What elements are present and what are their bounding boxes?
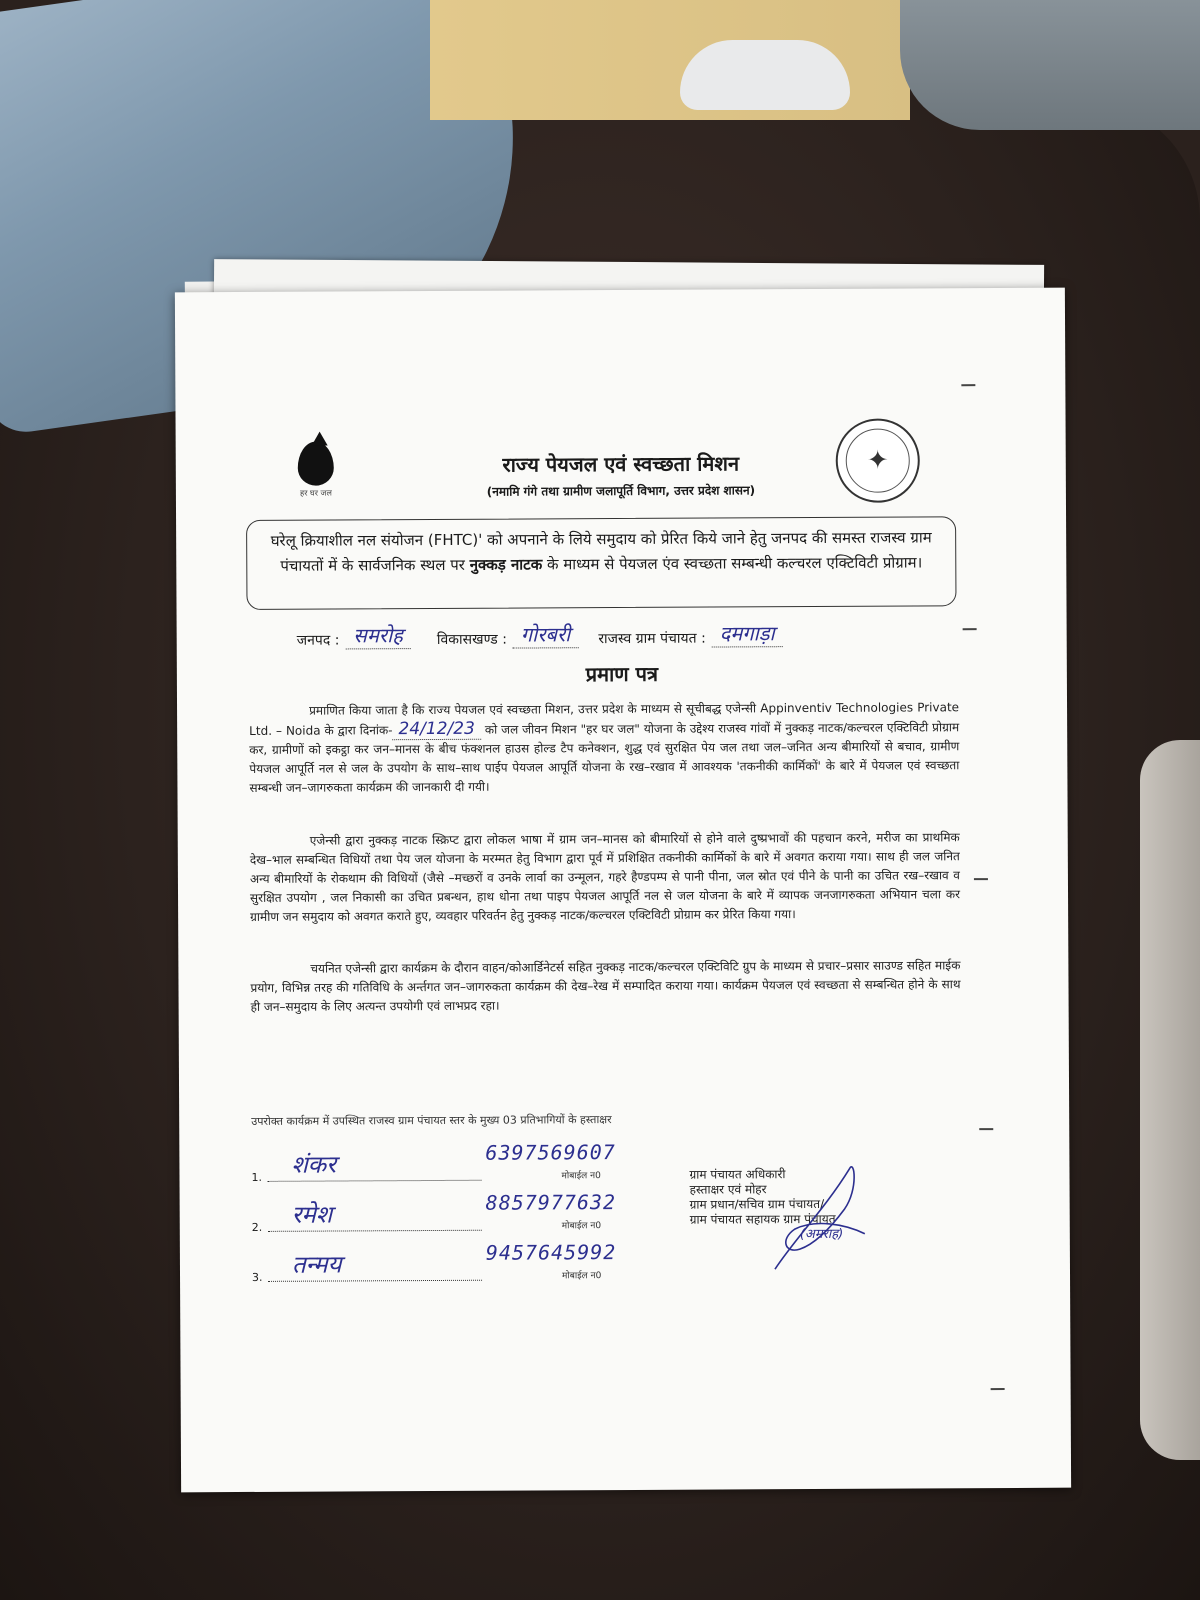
paragraph-1-end: को जल जीवन मिशन "हर घर जल" योजना के उद्देश्य राजस्व गांवों में नुक्कड़ नाटक/कल्चरल एक्टिविटी प्रोग्राम कर, ग्रामीणों को इकट्ठा कर जन–मानस के बीच फंक्शनल हाउस होल्ड टैप कनेक्शन, शुद्ध एवं सुरक्षित पेय जल तथा जल–जनित अन्य बीमारियों से बचाव, ग्रामीण पेयजल आपूर्ति नल से जल के उपयोग के साथ–साथ पाईप पेयजल आपूर्ति योजना के रख–रखाव में आवश्यक 'तकनीकी कार्मिकों' के बारे में पेयजल एवं स्वच्छता सम्बन्धी जन–जागरुकता कार्यक्रम की जानकारी दी गयी। (249, 720, 960, 795)
edge-mark (963, 628, 977, 630)
program-text-end: के माध्यम से पेयजल एंव स्वच्छता सम्बन्धी कल्चरल एक्टिविटी प्रोग्राम। (542, 553, 923, 574)
participant-index: 3. (251, 1270, 263, 1284)
participant-mobile: 8857977632 (485, 1190, 617, 1215)
edge-mark (991, 1388, 1005, 1390)
edge-mark (974, 878, 988, 880)
stamp-line-1: ग्राम पंचायत अधिकारी (689, 1167, 786, 1182)
cloth-right-background (1140, 740, 1200, 1460)
program-text-bold: नुक्कड़ नाटक (469, 555, 543, 574)
mobile-label: मोबाईल न0 (561, 1271, 602, 1282)
program-date: 24/12/23 (392, 719, 480, 740)
stamp-line-4: ग्राम पंचायत सहायक ग्राम पंचायत (689, 1211, 836, 1227)
jeans-right-background (900, 0, 1200, 130)
left-logo-caption: हर घर जल (299, 488, 332, 498)
program-description-box (246, 516, 956, 610)
participant-name: तन्मय (268, 1247, 482, 1282)
mobile-label: मोबाईल न0 (561, 1221, 602, 1232)
district-value: समरोह (345, 621, 411, 649)
uttar-pradesh-seal-icon (836, 418, 920, 502)
participant-name: रमेश (268, 1197, 482, 1232)
participants-heading: उपरोक्त कार्यक्रम में उपस्थित राजस्व ग्राम पंचायत स्तर के मुख्य 03 प्रतिभागियों के हस्ताक्षर (251, 1113, 612, 1128)
paragraph-3: चयनित एजेन्सी द्वारा कार्यक्रम के दौरान वाहन/कोआर्डिनेटर्स सहित नुक्कड़ नाटक/कल्चरल एक्टिविटि ग्रुप के माध्यम से प्रचार–प्रसार साउण्ड सहित माईक प्रयोग, विभिन्न तरह की गतिविधि के अर्न्तगत जन–जागरुकता कार्यक्रम की देख–रेख में सम्पादित कराया गया। कार्यक्रम पेयजल एवं स्वच्छता से सम्बन्धित होने के साथ ही जन–समुदाय के लिए अत्यन्त उपयोगी एवं लाभप्रद रहा। (250, 958, 961, 1014)
block-value: गोरबरी (513, 620, 579, 648)
shoe-background (680, 40, 850, 110)
district-label: जनपद : (296, 632, 340, 649)
panchayat-label: राजस्व ग्राम पंचायत : (598, 630, 706, 648)
certificate-title: प्रमाण पत्र (585, 661, 659, 687)
program-text-start: घरेलू क्रियाशील नल संयोजन (FHTC)' को अपनाने के लिये समुदाय को प्रेरित किये जाने हेतु जनपद की समस्त राजस्व ग्राम पंचायतों में के सार्वजनिक स्थल पर (270, 528, 932, 575)
panchayat-value: दमगाड़ा (712, 619, 783, 647)
participant-name: शंकर (267, 1147, 481, 1182)
location-info-line (297, 618, 997, 650)
paragraph-1 (249, 698, 959, 798)
stamp-line-5: (अमराह) (799, 1226, 844, 1243)
stamp-line-3: ग्राम प्रधान/सचिव ग्राम पंचायत/ (689, 1196, 825, 1212)
block-label: विकासखण्ड : (436, 631, 507, 648)
participant-mobile: 6397569607 (485, 1140, 616, 1165)
mission-subtitle: (नमामि गंगे तथा ग्रामीण जलापूर्ति विभाग, उत्तर प्रदेश शासन) (486, 483, 756, 499)
participant-mobile: 9457645992 (485, 1240, 617, 1265)
edge-mark (979, 1128, 993, 1130)
participant-index: 2. (251, 1220, 263, 1234)
participant-index: 1. (251, 1170, 263, 1184)
handwritten-signature-icon (754, 1149, 885, 1280)
mission-title: राज्य पेयजल एवं स्वच्छता मिशन (502, 451, 740, 477)
mobile-label: मोबाईल न0 (561, 1171, 601, 1182)
paragraph-2: एजेन्सी द्वारा नुक्कड़ नाटक स्क्रिप्ट द्वारा लोकल भाषा में ग्राम जन–मानस को बीमारियों से होने वाले दुष्प्रभावों की पहचान करने, मरीज का प्राथमिक देख–भाल सम्बन्धित विधियों तथा पेय जल योजना के मरम्मत हेतु विभाग द्वारा पूर्व में प्रशिक्षित तकनीकी कार्मिकों के बारे में अवगत कराया गया। साथ ही जल जनित अन्य बीमारियों के रोकथाम की विधियों (जैसे –मच्छरों व उनके लार्वा का उन्मूलन, गहरे हैण्डपम्प से पानी पीना, जल स्रोत एवं पीने के पानी का उचित रख–रखाव व सुरक्षित उपयोग , जल निकासी का उचित प्रबन्धन, हाथ धोना तथा पाइप पेयजल आपूर्ति नल से जल योजना के बारे में व्यापक जनजागरुकता अभियान चला कर ग्रामीण जन समुदाय को अवगत कराते हुए, व्यवहार परिवर्तन हेतु नुक्कड़ नाटक/कल्चरल एक्टिविटी प्रोग्राम कर प्रेरित किया गया। (249, 830, 961, 924)
paragraph-1-start: प्रमाणित किया जाता है कि राज्य पेयजल एवं स्वच्छता मिशन, उत्तर प्रदेश के माध्यम से सूचीबद्ध एजेन्सी Appinventiv Technologies Private Ltd. – Noida के द्वारा दिनांक- (249, 700, 960, 738)
seal-emblem-icon: ✦ (846, 428, 910, 492)
stamp-line-2: हस्ताक्षर एवं मोहर (689, 1182, 767, 1197)
certificate-document (175, 288, 1071, 1493)
edge-mark (961, 384, 975, 386)
